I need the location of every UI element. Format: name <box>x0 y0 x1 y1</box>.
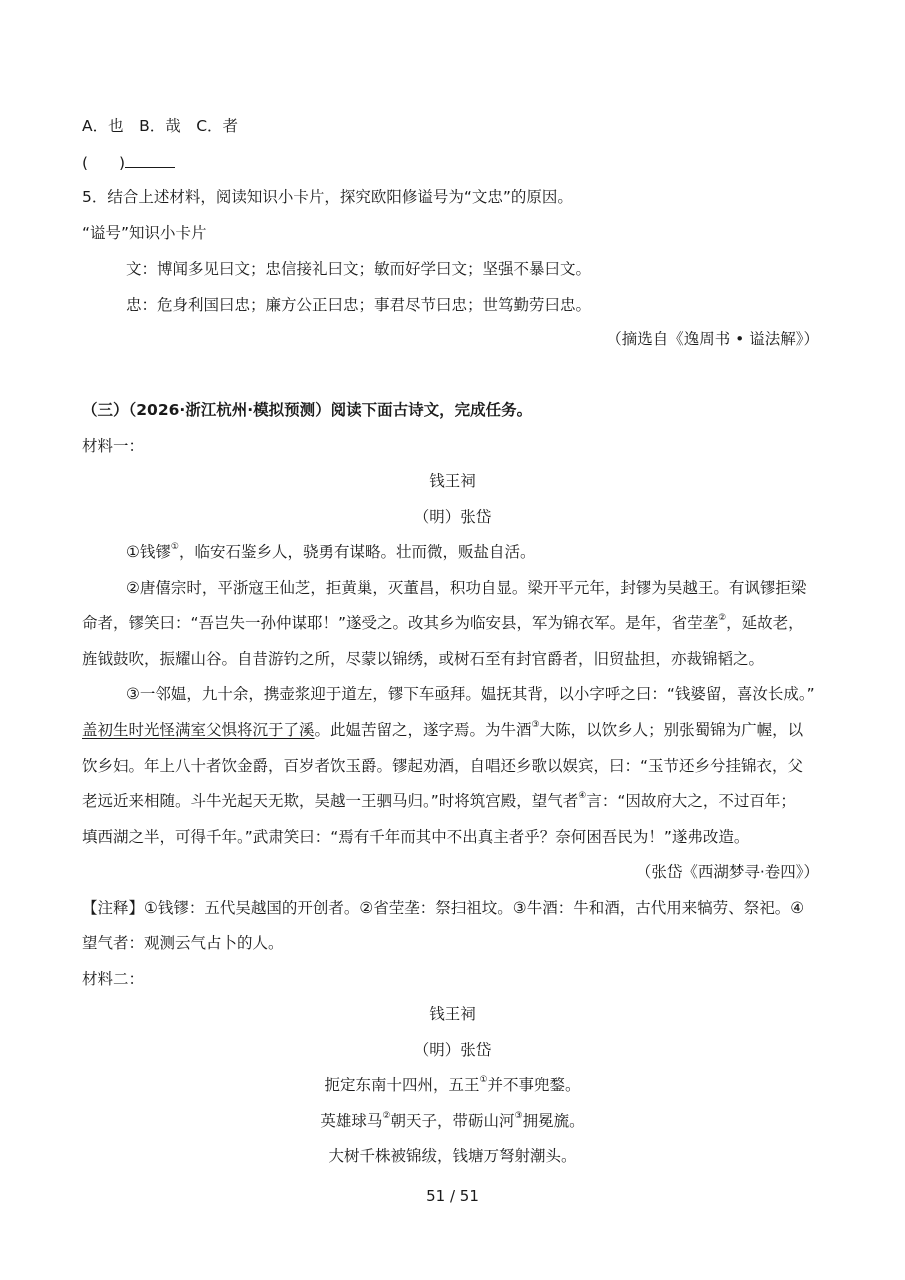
card-title: “谥号”知识小卡片 <box>82 224 207 242</box>
footnote-mark-2: ② <box>718 613 727 623</box>
p3-l4-rest: 言：“因故府大之，不过百年； <box>586 792 796 810</box>
footnote-mark-1: ① <box>170 542 179 552</box>
poem-l1-rest: 并不事兜鍪。 <box>487 1076 581 1094</box>
footnote-mark-4: ④ <box>578 791 587 801</box>
poem-line-3: 大树千株被锦绂，钱塘万弩射潮头。 <box>328 1147 577 1165</box>
page-number: 51 / 51 <box>426 1187 479 1205</box>
p2-l2-start: 命者，镠笑曰：“吾岂失一孙仲谋耶！”遂受之。改其乡为临安县，军为锦衣军。是年，省茔垄 <box>82 614 719 632</box>
material1-source: （张岱《西湖梦寻·卷四》） <box>635 863 819 881</box>
poem-line-2 <box>0 1111 905 1131</box>
material1-label: 材料一： <box>82 437 145 455</box>
q4-options: A．也 B．哉 C．者 <box>82 117 239 135</box>
poem-l1-start: 扼定东南十四州，五王 <box>324 1076 480 1094</box>
notes-line-2: 望气者：观测云气占卜的人。 <box>82 934 284 952</box>
q4-answer-line <box>82 152 175 173</box>
paragraph-3-line-3: 饮乡妇。年上八十者饮金爵，百岁者饮玉爵。镠起劝酒，自唱还乡歌以娱宾，曰：“玉节还乡兮挂锦衣，父 <box>82 757 804 775</box>
paragraph-3-line-1: ③一邻媪，九十余，携壶浆迎于道左，镠下车亟拜。媪抚其背，以小字呼之曰：“钱婆留，喜汝长成。” <box>126 685 815 703</box>
answer-blank <box>125 152 175 168</box>
underlined-sentence: 盖初生时光怪满室父惧将沉于了溪 <box>82 721 315 739</box>
poem-author: （明）张岱 <box>413 1041 492 1059</box>
paragraph-3-line-2 <box>82 720 803 740</box>
poem-l2-b: 朝天子，带砺山河 <box>390 1112 515 1130</box>
p3-l4-start: 老远近来相随。斗牛光起天无欺，吴越一王驷马归。”时将筑宫殿，望气者 <box>82 792 579 810</box>
p1-start: ①钱镠 <box>126 543 171 561</box>
p1-rest: ，临安石鉴乡人，骁勇有谋略。壮而微，贩盐自活。 <box>178 543 536 561</box>
poem-mark-1: ① <box>479 1075 488 1085</box>
q5-prompt: 5．结合上述材料，阅读知识小卡片，探究欧阳修谥号为“文忠”的原因。 <box>82 188 573 206</box>
poem-title: 钱王祠 <box>429 1005 476 1023</box>
p2-l2-rest: ，延故老， <box>726 614 804 632</box>
card-wen: 文：博闻多见曰文；忠信接礼曰文；敏而好学曰文；坚强不暴曰文。 <box>126 260 592 278</box>
notes-line-1: 【注释】①钱镠：五代吴越国的开创者。②省茔垄：祭扫祖坟。③牛酒：牛和酒，古代用来犒劳、祭祀。④ <box>82 899 805 917</box>
poem-l2-c: 拥冕旒。 <box>522 1112 585 1130</box>
poem-line-1 <box>0 1075 905 1095</box>
q4-answer-parens: ( ) <box>82 154 126 172</box>
paragraph-1 <box>126 542 536 562</box>
card-source: （摘选自《逸周书 • 谥法解》） <box>606 330 819 348</box>
paragraph-2-line-2 <box>82 613 804 633</box>
paragraph-3-line-5: 填西湖之半，可得千年。”武肃笑曰：“焉有千年而其中不出真主者乎？奈何困吾民为！”遂弗改造。 <box>82 828 750 846</box>
section-heading: （三）（2026·浙江杭州·模拟预测）阅读下面古诗文，完成任务。 <box>82 401 533 419</box>
footnote-mark-3: ③ <box>531 720 540 730</box>
paragraph-2-line-1: ②唐僖宗时，平浙寇王仙芝，拒黄巢，灭董昌，积功自显。梁开平元年，封镠为吴越王。有讽镠拒梁 <box>126 579 807 597</box>
poem-l2-a: 英雄球马 <box>320 1112 383 1130</box>
paragraph-3-line-4 <box>82 791 796 811</box>
material2-label: 材料二： <box>82 970 145 988</box>
material1-author: （明）张岱 <box>413 508 492 526</box>
p3-l2-rest: 大陈，以饮乡人；别张蜀锦为广幄，以 <box>539 721 804 739</box>
poem-mark-2: ② <box>382 1111 391 1121</box>
paragraph-2-line-3: 旌钺鼓吹，振耀山谷。自昔游钓之所，尽蒙以锦绣，或树石至有封官爵者，旧贸盐担，亦裁锦韬之。 <box>82 650 765 668</box>
p3-l2-mid: 。此媪苦留之，遂字焉。为牛酒 <box>314 721 532 739</box>
poem-mark-3: ③ <box>514 1111 523 1121</box>
card-zhong: 忠：危身利国曰忠；廉方公正曰忠；事君尽节曰忠；世笃勤劳曰忠。 <box>126 296 592 314</box>
material1-title: 钱王祠 <box>429 472 476 490</box>
